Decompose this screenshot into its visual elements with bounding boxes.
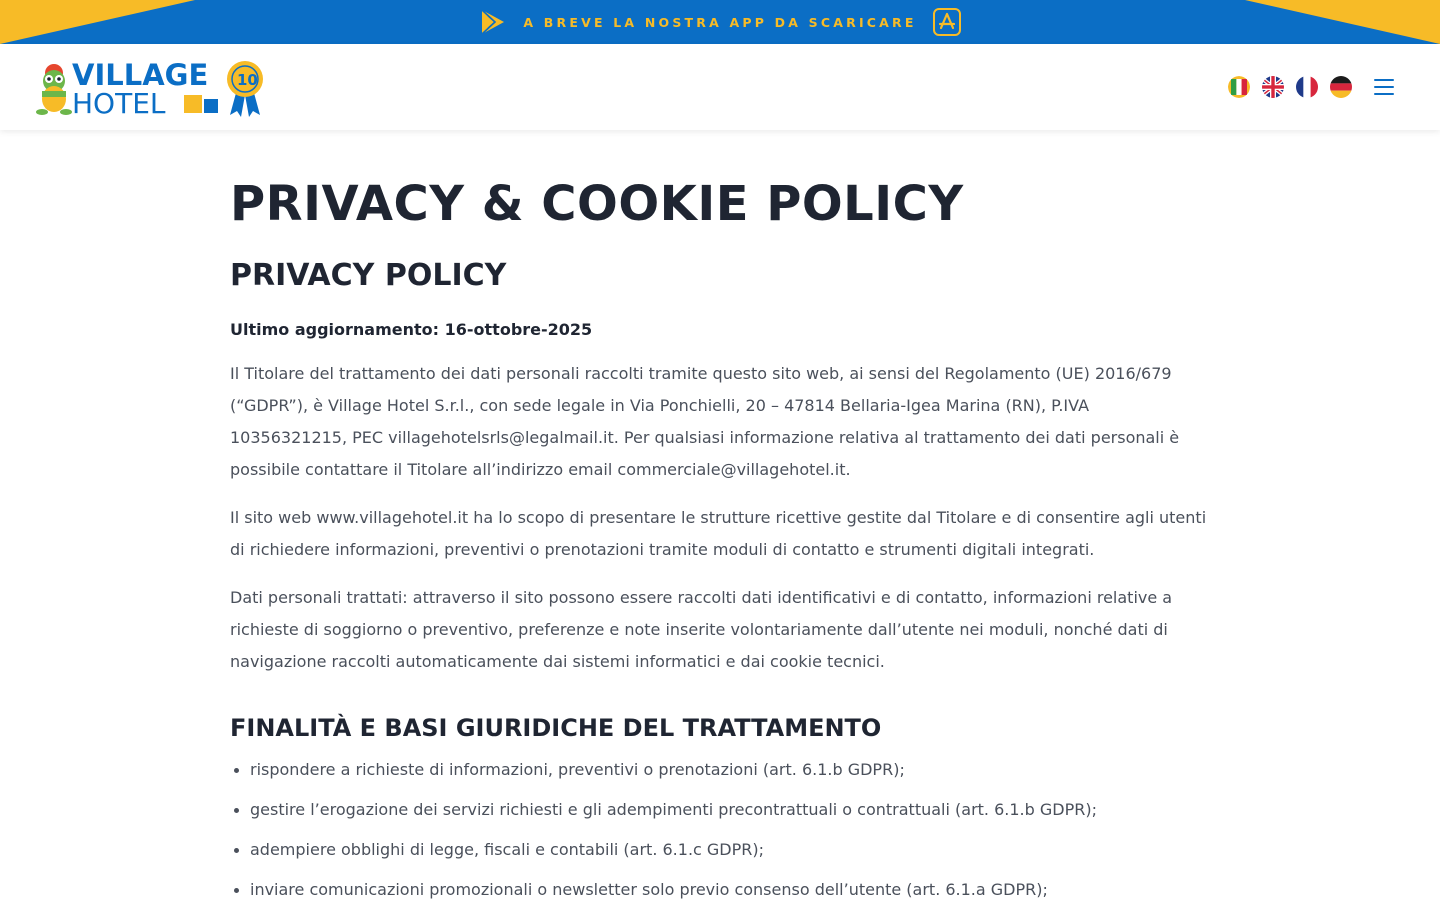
app-promo-content: [0, 0, 1440, 44]
section-title: PRIVACY POLICY: [230, 258, 507, 293]
hamburger-menu-icon[interactable]: [1374, 78, 1394, 96]
policy-content: [230, 176, 1210, 900]
app-store-icon[interactable]: [933, 8, 961, 36]
subsection-title: FINALITÀ E BASI GIURIDICHE DEL TRATTAMENTO: [230, 714, 882, 742]
site-header: [0, 44, 1440, 130]
village-hotel-logo[interactable]: [34, 59, 270, 117]
anniversary-badge-icon: [227, 61, 263, 117]
paragraph: Dati personali trattati: attraverso il sito possono essere raccolti dati identificativi e di contatto, informazioni relative a richieste di soggiorno o preventivo, preferenze e note inserite volontariamente dall’utente nei moduli, nonché dati di navigazione raccolti automaticamente dai sistemi informatici e dai cookie tecnici.: [230, 588, 1173, 671]
paragraph: Il Titolare del trattamento dei dati personali raccolti tramite questo sito web, ai sensi del Regolamento (UE) 2016/679 (“GDPR”), è Village Hotel S.r.l., con sede legale in Via Ponchielli, 20 – 47814 Bellaria-Igea Marina (RN), P.IVA 10356321215, PEC villagehotelsrls@legalmail.it. Per qualsiasi informazione relativa al trattamento dei dati personali è possibile contattare il Titolare all’indirizzo email commerciale@villagehotel.it.: [230, 364, 1180, 479]
flag-france-icon[interactable]: [1296, 76, 1318, 98]
flag-italy-icon[interactable]: [1228, 76, 1250, 98]
list-item: adempiere obblighi di legge, fiscali e contabili (art. 6.1.c GDPR);: [230, 838, 1210, 862]
flag-uk-icon[interactable]: [1262, 76, 1284, 98]
list-item: inviare comunicazioni promozionali o newsletter solo previo consenso dell’utente (art. 6.1.a GDPR);: [230, 878, 1210, 900]
app-promo-text: A BREVE LA NOSTRA APP DA SCARICARE: [523, 14, 917, 30]
svg-text:HOTEL: HOTEL: [72, 87, 166, 117]
google-play-icon[interactable]: [479, 8, 507, 36]
page-title: PRIVACY & COOKIE POLICY: [230, 176, 964, 232]
language-switcher: [1228, 76, 1352, 98]
paragraph: Il sito web www.villagehotel.it ha lo scopo di presentare le strutture ricettive gestite dal Titolare e di consentire agli utenti di richiedere informazioni, preventivi o prenotazioni tramite moduli di contatto e strumenti digitali integrati.: [230, 508, 1207, 559]
list-item: gestire l’erogazione dei servizi richiesti e gli adempimenti precontrattuali o contrattuali (art. 6.1.b GDPR);: [230, 798, 1210, 822]
app-promo-banner: [0, 0, 1440, 44]
mascot-icon: [36, 64, 72, 115]
svg-text:VILLAGE: VILLAGE: [72, 59, 209, 92]
flag-germany-icon[interactable]: [1330, 76, 1352, 98]
svg-text:10: 10: [237, 71, 258, 89]
purposes-list: [230, 758, 1210, 900]
list-item: rispondere a richieste di informazioni, preventivi o prenotazioni (art. 6.1.b GDPR);: [230, 758, 1210, 782]
last-updated: Ultimo aggiornamento: 16-ottobre-2025: [230, 320, 593, 339]
